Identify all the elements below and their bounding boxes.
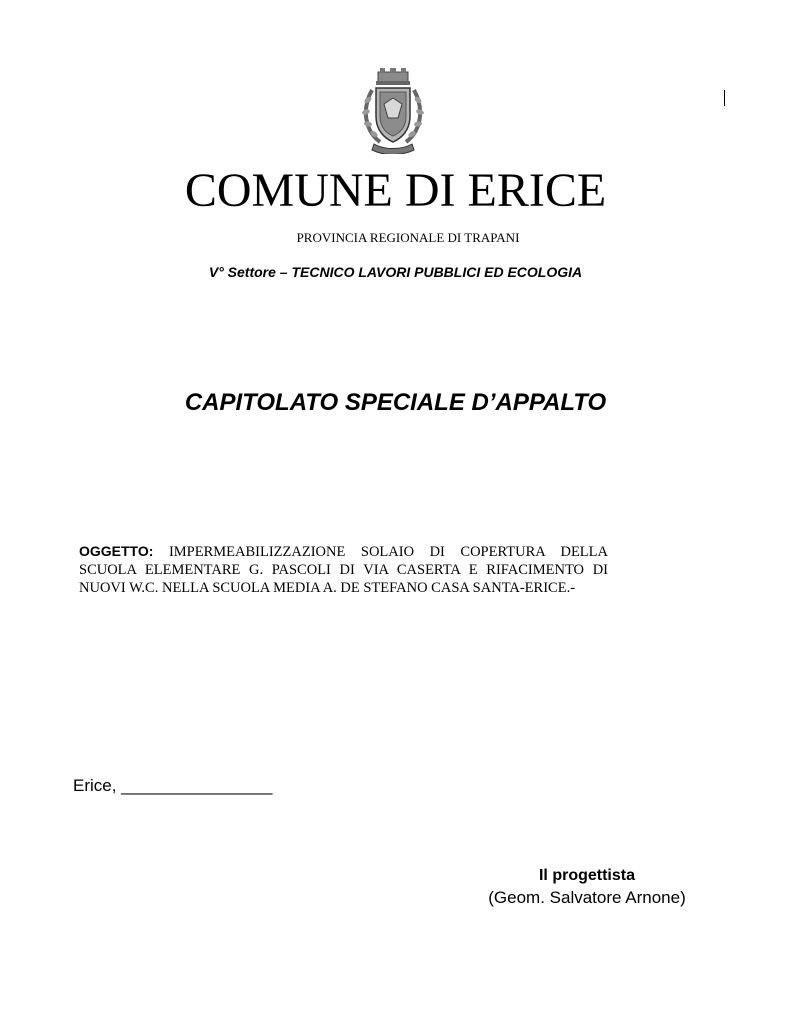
- document-type-heading: CAPITOLATO SPECIALE D’APPALTO: [184, 389, 607, 416]
- sector-line: V° Settore – TECNICO LAVORI PUBBLICI ED ECOLOGIA: [208, 264, 583, 280]
- place-date-line: Erice, ________________: [73, 776, 273, 795]
- province-line: PROVINCIA REGIONALE DI TRAPANI: [296, 230, 520, 245]
- subject-text: IMPERMEABILIZZAZIONE SOLAIO DI COPERTURA DELLA SCUOLA ELEMENTARE G. PASCOLI DI VIA CASERTA E RIFACIMENTO DI NUOVI W.C. NELLA SCUOLA MEDIA A. DE STEFANO CASA SANTA-ERICE.-: [79, 544, 608, 596]
- margin-mark: [724, 90, 725, 106]
- page-title: COMUNE DI ERICE: [184, 164, 607, 217]
- signature-name: (Geom. Salvatore Arnone): [488, 888, 686, 907]
- signature-role: Il progettista: [538, 867, 635, 884]
- subject-paragraph: [79, 542, 608, 597]
- subject-label: OGGETTO:: [79, 543, 154, 559]
- coat-of-arms-icon: [358, 68, 428, 154]
